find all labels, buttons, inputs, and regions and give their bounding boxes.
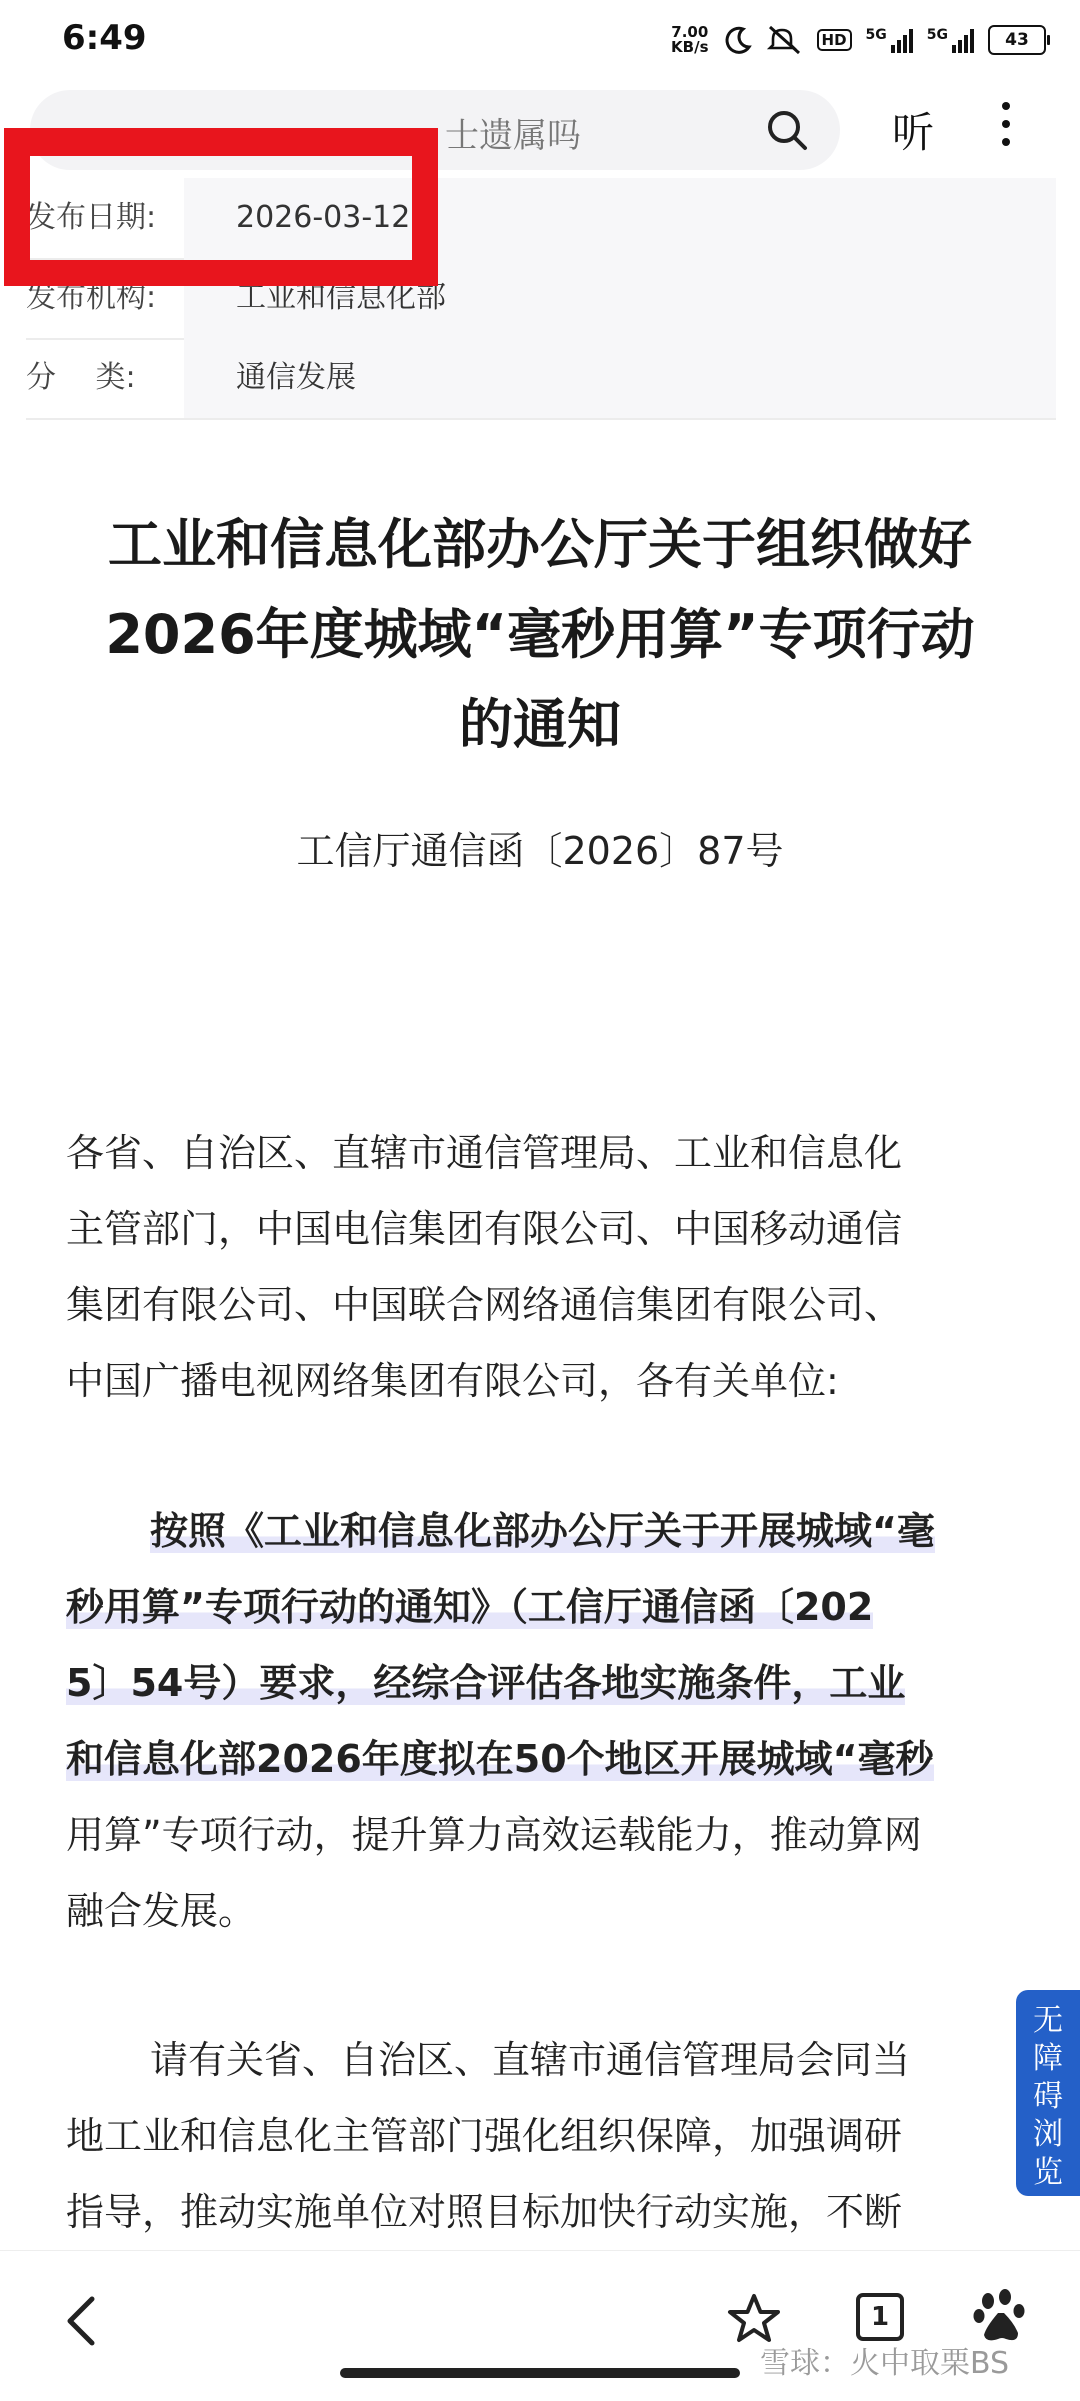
watermark: 雪球：火中取栗BS bbox=[760, 2346, 1010, 2381]
listen-button[interactable]: 听 bbox=[892, 108, 935, 157]
net-speed: 7.00 KB/s bbox=[671, 23, 709, 56]
accessibility-label-char: 浏 bbox=[1033, 2117, 1063, 2152]
red-highlight-box bbox=[4, 128, 438, 286]
search-icon[interactable] bbox=[765, 108, 809, 152]
signal-icon-sim2: 5G bbox=[927, 27, 974, 53]
meta-label: 分 类: bbox=[26, 360, 136, 395]
home-indicator[interactable] bbox=[340, 2368, 740, 2378]
status-icons bbox=[671, 20, 1046, 60]
document-number: 工信厅通信函〔2026〕87号 bbox=[296, 829, 784, 873]
meta-value: 通信发展 bbox=[184, 338, 1056, 418]
mute-icon bbox=[767, 25, 803, 55]
more-icon[interactable] bbox=[1000, 102, 1012, 156]
meta-value: 工业和信息化部 bbox=[184, 258, 1056, 338]
accessibility-label-char: 碍 bbox=[1033, 2079, 1063, 2114]
meta-row-category bbox=[26, 338, 1056, 420]
hd-badge: HD bbox=[817, 29, 852, 51]
accessibility-label bbox=[1016, 2002, 1080, 2192]
meta-label: 发布日期: bbox=[26, 200, 157, 235]
body-paragraph-2: 请有关省、自治区、直辖市通信管理局会同当 地工业和信息化主管部门强化组织保障，加强调研 指导，推动实施单位对照目标加快行动实施，不断 bbox=[66, 2038, 911, 2234]
accessibility-label-char: 障 bbox=[1033, 2041, 1063, 2076]
page-title: 工业和信息化部办公厅关于组织做好 2026年度城域“毫秒用算”专项行动 的通知 bbox=[105, 513, 975, 756]
meta-value: 2026-03-12 bbox=[184, 178, 1056, 258]
back-icon[interactable] bbox=[62, 2293, 102, 2349]
moon-icon bbox=[723, 25, 753, 55]
tabs-icon[interactable]: 1 bbox=[856, 2293, 904, 2341]
recipients-paragraph: 各省、自治区、直辖市通信管理局、工业和信息化 主管部门，中国电信集团有限公司、中国移动通信 集团有限公司、中国联合网络通信集团有限公司、 中国广播电视网络集团有限公司，各有关单位: bbox=[66, 1131, 903, 1403]
status-time: 6:49 bbox=[62, 18, 147, 58]
battery-indicator: 43 bbox=[988, 25, 1046, 55]
accessibility-label-char: 览 bbox=[1033, 2155, 1063, 2190]
signal-icon-sim1: 5G bbox=[866, 27, 913, 53]
accessibility-label-char: 无 bbox=[1033, 2003, 1063, 2038]
baidu-paw-icon[interactable] bbox=[972, 2287, 1030, 2345]
status-bar bbox=[0, 0, 1080, 80]
search-query[interactable]: 士遗属吗 bbox=[445, 116, 581, 156]
meta-label: 发布机构: bbox=[26, 280, 157, 315]
accessibility-browse-button[interactable] bbox=[1016, 1990, 1080, 2196]
body-paragraph-1: 按照《工业和信息化部办公厅关于开展城域“毫 秒用算”专项行动的通知》（工信厅通信函〔202 5〕54号）要求，经综合评估各地实施条件，工业 和信息化部2026年度拟在50个地区开展城域“毫秒 用算”专项行动，提升算力高效运载能力，推动算网 融合发展。 bbox=[66, 1509, 935, 1933]
